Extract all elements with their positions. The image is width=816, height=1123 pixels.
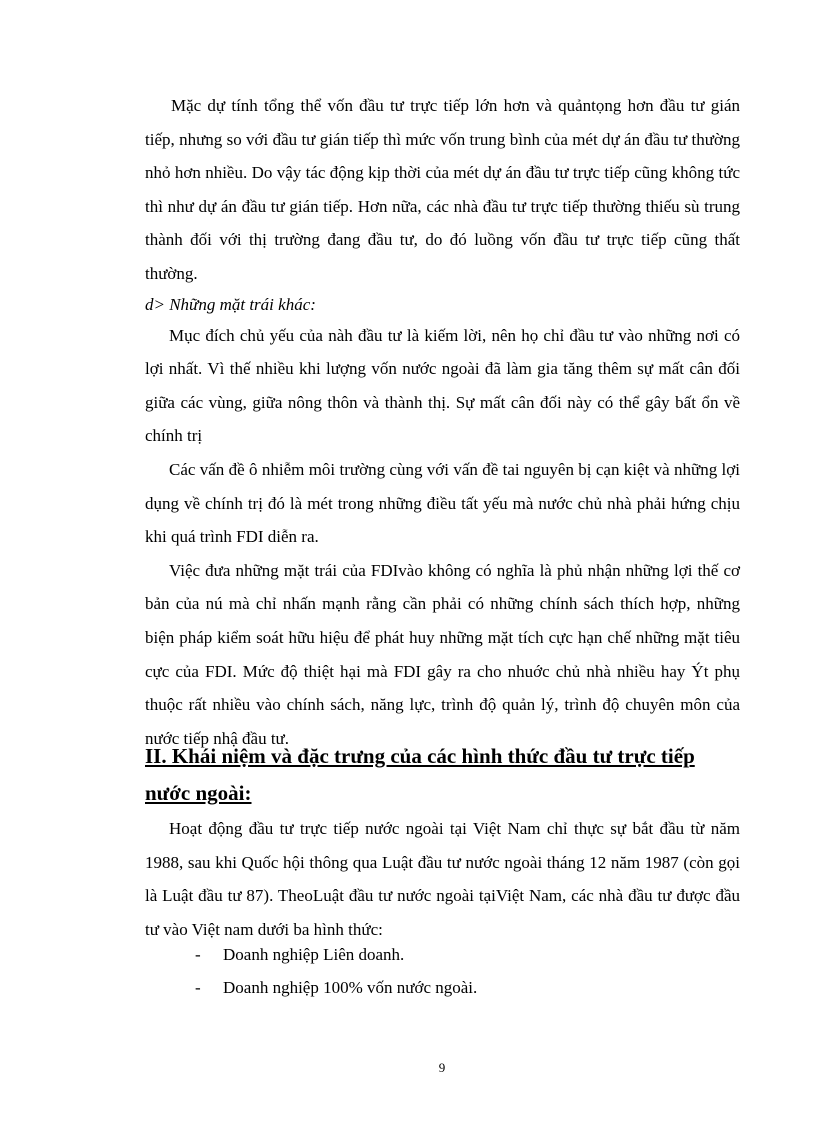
list-item (195, 938, 735, 971)
list-item (195, 971, 735, 1004)
investment-forms-list (195, 938, 735, 1004)
section-heading-line-1: II. Khái niệm và đặc trưng của các hình thức đầu tư trực tiếp (145, 744, 695, 768)
paragraph-profit-motive: Mục đích chủ yếu của nàh đầu tư là kiếm lời, nên họ chỉ đầu tư vào những nơi có lợi nhất. Vì thế nhiều khi lượng vốn nước ngoài đã làm gia tăng thêm sự mất cân đối giữa các vùng, giữa nông thôn và thành thị. Sự mất cân đối này có thể gây bất ổn về chính trị (145, 325, 740, 446)
list-item-text: Doanh nghiệp 100% vốn nước ngoài. (223, 978, 478, 997)
section-heading-line-2: nước ngoài: (145, 781, 252, 805)
body-text-bottom (145, 812, 740, 946)
list-bullet: - (195, 945, 201, 964)
body-text-top (145, 89, 740, 755)
paragraph-fdi-vietnam: Hoạt động đầu tư trực tiếp nước ngoài tại Việt Nam chỉ thực sự bắt đầu từ năm 1988, sau khi Quốc hội thông qua Luật đầu tư nước ngoài tháng 12 năm 1987 (còn gọi là Luật đầu tư 87). TheoLuật đầu tư nước ngoài tạiViệt Nam, các nhà đầu tư được đầu tư vào Việt nam dưới ba hình thức: (145, 819, 740, 939)
section-heading-ii (145, 738, 748, 812)
paragraph-fdi-downsides: Việc đưa những mặt trái của FDIvào không có nghĩa là phủ nhận những lợi thế cơ bản của nú mà chỉ nhấn mạnh rằng cần phải có những chính sách thích hợp, những biện pháp kiểm soát hữu hiệu để phát huy những mặt tích cực hạn chế những mặt tiêu cực của FDI. Mức độ thiệt hại mà FDI gây ra cho nhuớc chủ nhà nhiều hay Ýt phụ thuộc rất nhiều vào chính sách, năng lực, trình độ quản lý, trình độ chuyên môn của nước tiếp nhậ đầu tư. (145, 560, 740, 748)
subheading-other-downsides: d> Những mặt trái khác: (145, 294, 316, 314)
paragraph-capital-scale: Mặc dự tính tổng thể vốn đầu tư trực tiếp lớn hơn và quảntọng hơn đầu tư gián tiếp, nhưng so với đầu tư gián tiếp thì mức vốn trung bình của mét dự án đầu tư thường nhỏ hơn nhiều. Do vậy tác động kịp thời của mét dự án đầu tư trực tiếp cũng không tức thì như dự án đầu tư gián tiếp. Hơn nữa, các nhà đầu tư trực tiếp thường thiếu sù trung thành đối với thị trường đang đầu tư, do đó luồng vốn đầu tư trực tiếp cũng thất thường. (145, 96, 740, 283)
page-number: 9 (438, 1060, 446, 1075)
list-item-text: Doanh nghiệp Liên doanh. (223, 945, 405, 964)
list-bullet: - (195, 978, 201, 997)
paragraph-environment: Các vấn đề ô nhiễm môi trường cùng với vấn đề tai nguyên bị cạn kiệt và những lợi dụng về chính trị đó là mét trong những điều tất yếu mà nước chủ nhà phải hứng chịu khi quá trình FDI diễn ra. (145, 459, 740, 547)
